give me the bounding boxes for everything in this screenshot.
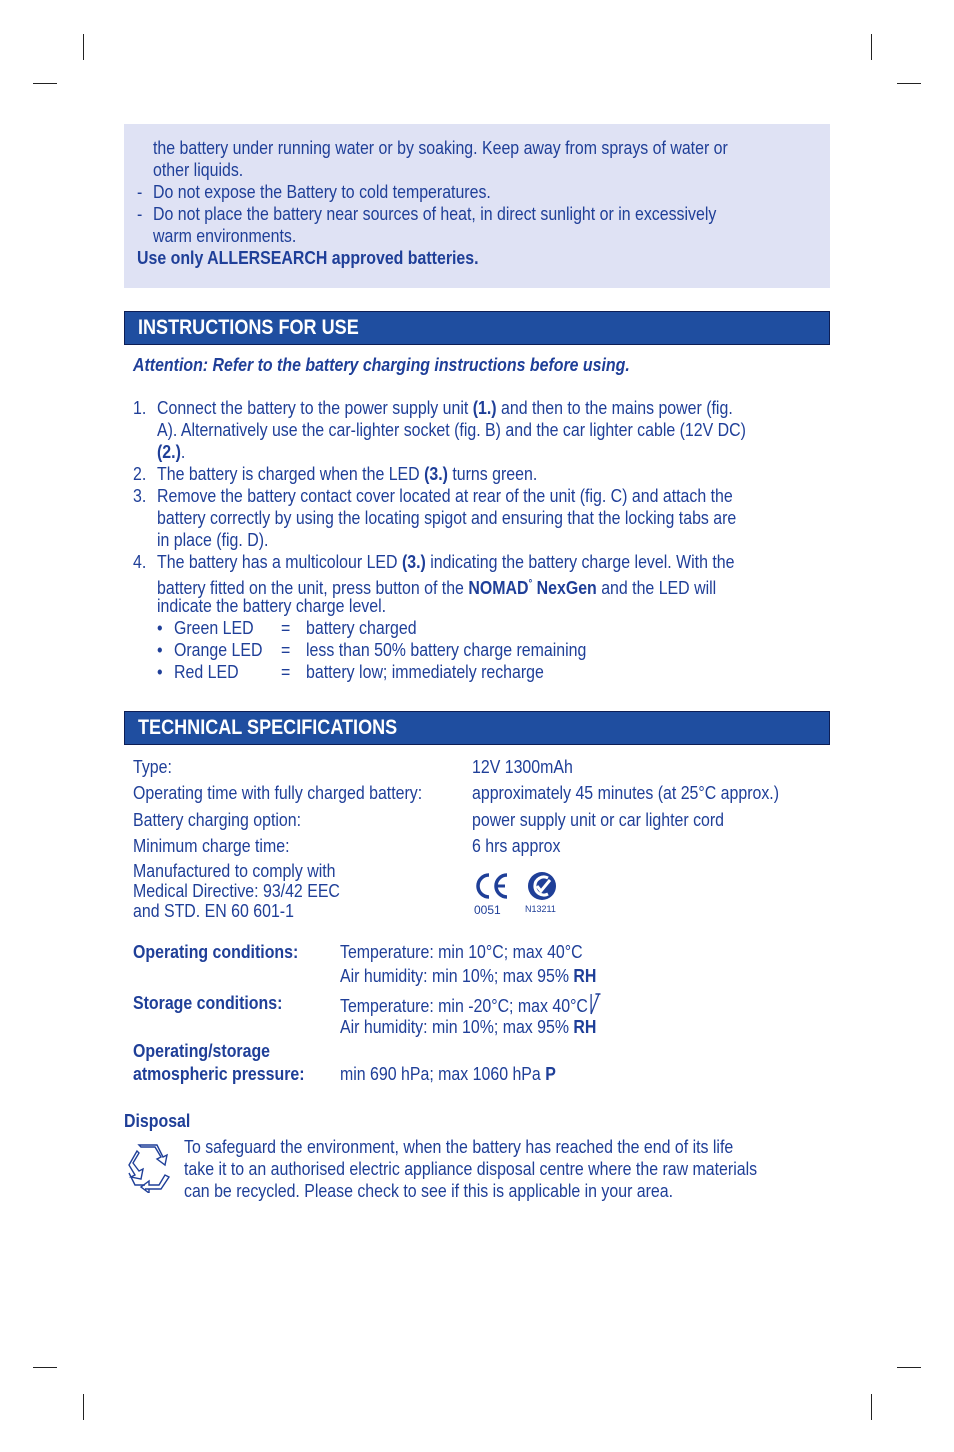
- ce-notified-body-code: 0051: [474, 903, 501, 917]
- led-equals: =: [281, 617, 291, 638]
- step-3-text: in place (fig. D).: [157, 529, 269, 550]
- operating-humidity: Air humidity: min 10%; max 95% RH: [340, 965, 597, 986]
- warning-dash: -: [137, 181, 143, 202]
- ce-mark-icon: [474, 872, 510, 900]
- storage-temperature: Temperature: min -20°C; max 40°C: [340, 992, 601, 1017]
- crop-mark: [871, 34, 872, 60]
- led-name: Green LED: [174, 617, 254, 638]
- disposal-text: take it to an authorised electric appliance disposal centre where the raw materials: [184, 1158, 758, 1179]
- instructions-section-header: [124, 311, 830, 345]
- led-bullet: •: [157, 639, 163, 660]
- step-3-text: Remove the battery contact cover located at rear of the unit (fig. C) and attach the: [157, 485, 733, 506]
- step-1-text: A). Alternatively use the car-lighter socket (fig. B) and the car lighter cable (12V DC): [157, 419, 746, 440]
- compliance-line: Medical Directive: 93/42 EEC: [133, 880, 340, 901]
- storage-humidity: Air humidity: min 10%; max 95% RH: [340, 1016, 597, 1037]
- crop-mark: [83, 1394, 84, 1420]
- step-4-text: battery fitted on the unit, press button of the NOMAD° NexGen and the LED will: [157, 577, 717, 599]
- warning-line: other liquids.: [153, 159, 244, 180]
- step-1-text: (2.).: [157, 441, 186, 462]
- step-number: 3.: [133, 485, 147, 506]
- crop-mark: [33, 83, 57, 84]
- spec-value: 12V 1300mAh: [472, 756, 573, 777]
- spec-label: Operating time with fully charged battery:: [133, 782, 423, 803]
- crop-mark: [83, 34, 84, 60]
- pressure-value: min 690 hPa; max 1060 hPa P: [340, 1063, 556, 1084]
- warning-dash: -: [137, 203, 143, 224]
- led-bullet: •: [157, 617, 163, 638]
- crop-mark: [897, 1367, 921, 1368]
- disposal-title: Disposal: [124, 1110, 191, 1131]
- step-2-text: The battery is charged when the LED (3.) turns green.: [157, 463, 538, 484]
- pressure-label: Operating/storage: [133, 1040, 271, 1061]
- led-bullet: •: [157, 661, 163, 682]
- step-3-text: battery correctly by using the locating spigot and ensuring that the locking tabs are: [157, 507, 737, 528]
- spec-label: Battery charging option:: [133, 809, 302, 830]
- led-meaning: less than 50% battery charge remaining: [306, 639, 587, 660]
- disposal-text: To safeguard the environment, when the battery has reached the end of its life: [184, 1136, 734, 1157]
- warning-heat-item: Do not place the battery near sources of heat, in direct sunlight or in excessively: [153, 203, 717, 224]
- step-4-text: indicate the battery charge level.: [157, 595, 387, 616]
- recycle-icon: [125, 1143, 171, 1193]
- led-meaning: battery charged: [306, 617, 417, 638]
- spec-value: approximately 45 minutes (at 25°C approx.): [472, 782, 780, 803]
- temperature-limit-icon: [589, 992, 601, 1016]
- instructions-title: INSTRUCTIONS FOR USE: [138, 316, 359, 339]
- storage-conditions-label: Storage conditions:: [133, 992, 283, 1013]
- crop-mark: [897, 83, 921, 84]
- pressure-label: atmospheric pressure:: [133, 1063, 305, 1084]
- step-number: 4.: [133, 551, 147, 572]
- approved-batteries-note: Use only ALLERSEARCH approved batteries.: [137, 247, 479, 268]
- step-number: 2.: [133, 463, 147, 484]
- spec-label: Minimum charge time:: [133, 835, 290, 856]
- crop-mark: [871, 1394, 872, 1420]
- led-name: Orange LED: [174, 639, 263, 660]
- compliance-line: and STD. EN 60 601-1: [133, 900, 294, 921]
- compliance-line: Manufactured to comply with: [133, 860, 336, 881]
- attention-note: Attention: Refer to the battery charging instructions before using.: [133, 354, 630, 375]
- warning-cold-item: Do not expose the Battery to cold temperatures.: [153, 181, 491, 202]
- specs-section-header: [124, 711, 830, 745]
- spec-value: power supply unit or car lighter cord: [472, 809, 725, 830]
- led-equals: =: [281, 661, 291, 682]
- c-tick-icon: [526, 871, 558, 901]
- crop-mark: [33, 1367, 57, 1368]
- step-1-text: Connect the battery to the power supply unit (1.) and then to the mains power (fig.: [157, 397, 733, 418]
- operating-conditions-label: Operating conditions:: [133, 941, 299, 962]
- disposal-text: can be recycled. Please check to see if this is applicable in your area.: [184, 1180, 674, 1201]
- c-tick-code: N13211: [525, 904, 556, 914]
- led-equals: =: [281, 639, 291, 660]
- warning-line: the battery under running water or by soaking. Keep away from sprays of water or: [153, 137, 728, 158]
- step-4-text: The battery has a multicolour LED (3.) indicating the battery charge level. With the: [157, 551, 735, 572]
- led-name: Red LED: [174, 661, 239, 682]
- spec-value: 6 hrs approx: [472, 835, 561, 856]
- specs-title: TECHNICAL SPECIFICATIONS: [138, 716, 398, 739]
- spec-label: Type:: [133, 756, 172, 777]
- led-meaning: battery low; immediately recharge: [306, 661, 544, 682]
- operating-temperature: Temperature: min 10°C; max 40°C: [340, 941, 583, 962]
- step-number: 1.: [133, 397, 147, 418]
- warning-heat-item-cont: warm environments.: [153, 225, 297, 246]
